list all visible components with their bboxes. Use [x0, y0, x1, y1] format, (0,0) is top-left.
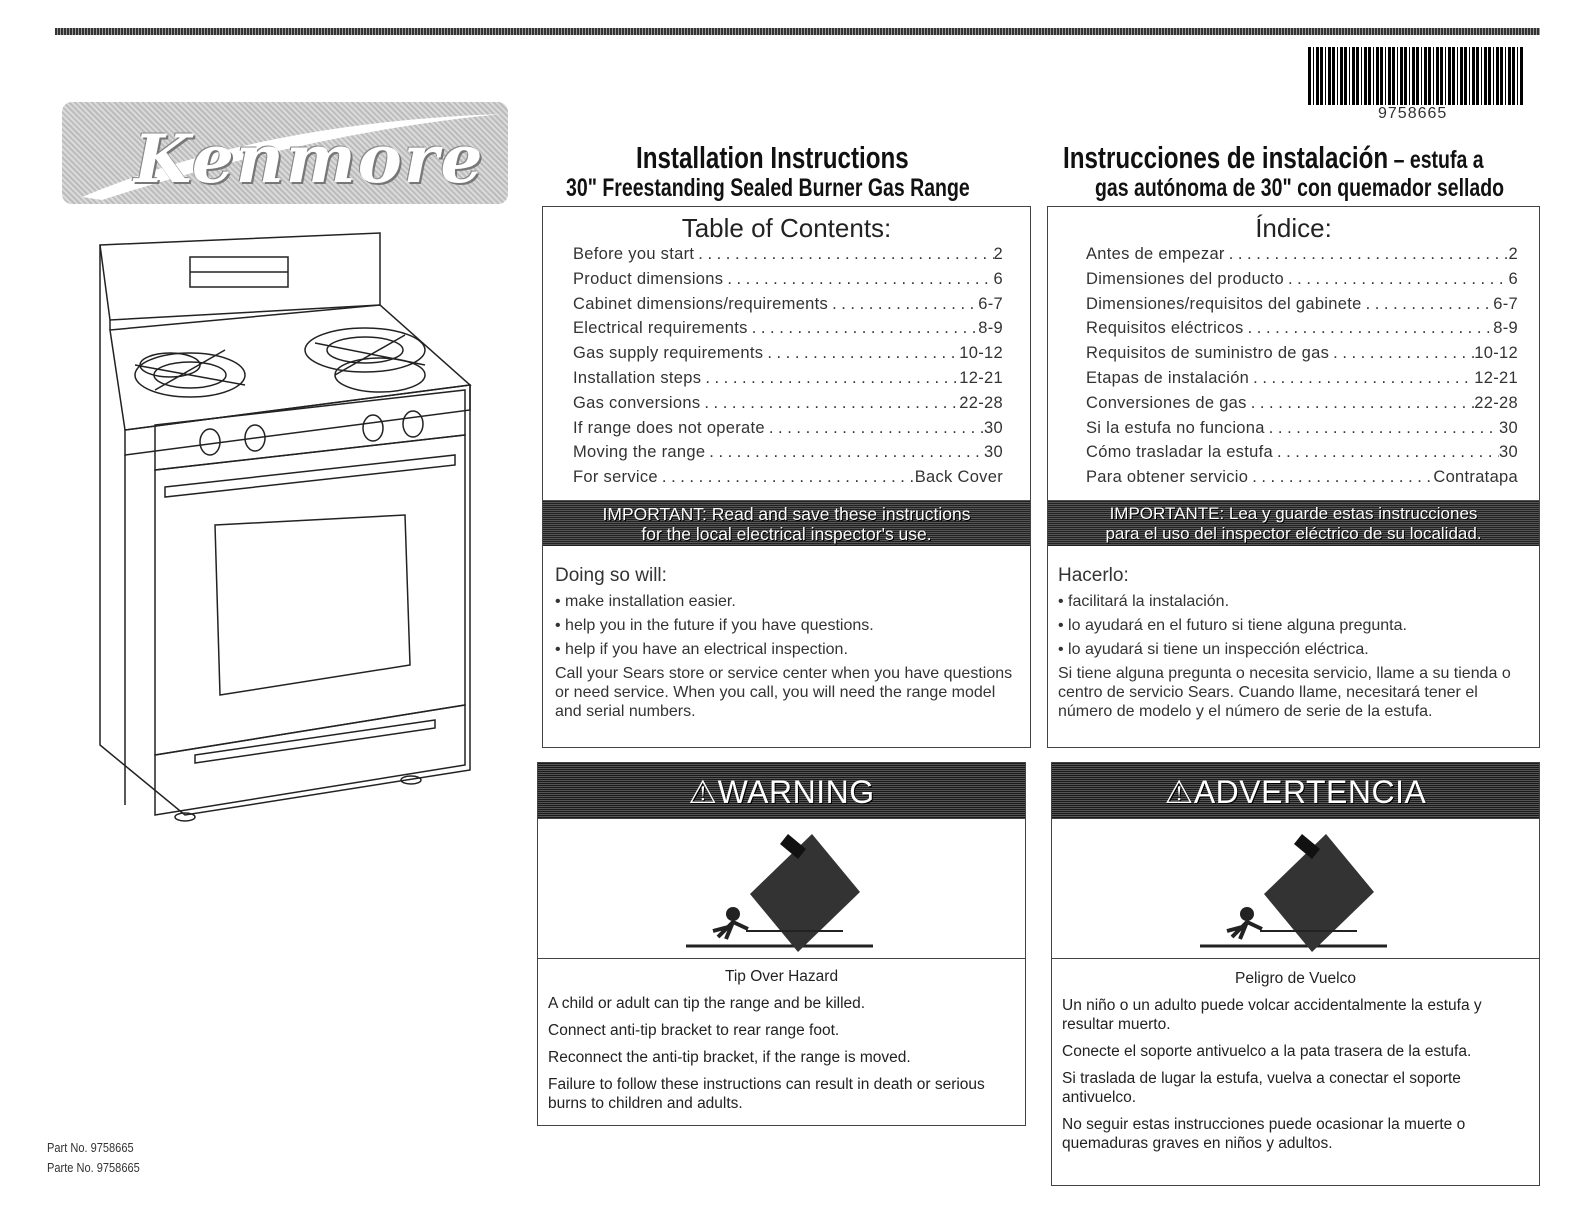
- tip-over-icon: [1052, 819, 1539, 959]
- spanish-warning-title: [1052, 773, 1539, 811]
- toc-page: 8-9: [1493, 319, 1518, 338]
- english-warning-line: Failure to follow these instructions can result in death or serious burns to children and adults.: [548, 1076, 985, 1112]
- toc-page: 8-9: [978, 319, 1003, 338]
- toc-label: Dimensiones del producto: [1086, 269, 1284, 288]
- toc-leader-dots: [700, 394, 959, 413]
- toc-label: Requisitos eléctricos: [1086, 319, 1244, 338]
- english-title: Installation Instructions: [636, 140, 909, 175]
- toc-leader-dots: [1329, 344, 1474, 363]
- english-important-line1: IMPORTANT: Read and save these instructions: [602, 504, 971, 524]
- toc-page: 30: [1499, 443, 1518, 462]
- toc-label: Moving the range: [573, 443, 706, 462]
- toc-label: Gas conversions: [573, 393, 701, 412]
- toc-label: For service: [573, 468, 658, 487]
- english-important-bar: [543, 500, 1030, 546]
- toc-label: Cabinet dimensions/requirements: [573, 294, 829, 313]
- toc-label: Conversiones de gas: [1086, 393, 1247, 412]
- english-important-line2: for the local electrical inspector's use.: [641, 524, 932, 544]
- english-toc-heading: Table of Contents:: [681, 213, 892, 243]
- toc-label: Etapas de instalación: [1086, 369, 1250, 387]
- toc-label: Para obtener servicio: [1086, 468, 1249, 487]
- tip-over-icon: [538, 819, 1025, 959]
- toc-leader-dots: [1248, 468, 1433, 487]
- toc-label: Si la estufa no funciona: [1086, 418, 1265, 437]
- english-bullet: • help if you have an electrical inspection.: [555, 641, 848, 658]
- toc-row: [573, 295, 1003, 314]
- spanish-subtitle: gas autónoma de 30" con quemador sellado: [1095, 174, 1505, 202]
- english-tip-over-illustration: [538, 819, 1025, 959]
- toc-row: [1086, 394, 1518, 413]
- english-warning-line: Connect anti-tip bracket to rear range foot.: [548, 1022, 840, 1039]
- toc-label: Before you start: [573, 245, 695, 263]
- toc-leader-dots: [1249, 369, 1474, 388]
- toc-leader-dots: [723, 270, 993, 289]
- toc-label: Dimensiones/requisitos del gabinete: [1086, 294, 1362, 313]
- toc-label: Electrical requirements: [573, 319, 748, 338]
- toc-label: If range does not operate: [573, 418, 765, 437]
- toc-label: Requisitos de suministro de gas: [1086, 344, 1330, 363]
- english-warning-label: WARNING: [717, 774, 875, 810]
- spanish-warning-label: ADVERTENCIA: [1193, 774, 1427, 810]
- spanish-body: [1058, 565, 1528, 721]
- spanish-toc-heading: Índice:: [1255, 213, 1332, 243]
- spanish-title: [1063, 140, 1484, 176]
- toc-page: 12-21: [959, 369, 1003, 387]
- toc-row: [1086, 295, 1518, 314]
- spanish-warning-header: [1052, 763, 1539, 819]
- toc-label: Cómo trasladar la estufa: [1086, 443, 1273, 462]
- toc-page: 10-12: [959, 344, 1003, 363]
- toc-row: [1086, 419, 1518, 438]
- barcode-number: 9758665: [1378, 105, 1448, 122]
- english-toc-box: [542, 206, 1031, 748]
- toc-page: 2: [993, 245, 1003, 263]
- english-warning-line: A child or adult can tip the range and be killed.: [548, 995, 866, 1012]
- part-number-es: Parte No. 9758665: [47, 1160, 140, 1175]
- barcode: [1308, 47, 1524, 105]
- top-rule: [55, 28, 1540, 35]
- spanish-toc-box: [1047, 206, 1540, 748]
- spanish-title-tail: – estufa a: [1388, 146, 1484, 174]
- toc-leader-dots: [1273, 443, 1499, 462]
- toc-page: 6: [1508, 269, 1518, 288]
- toc-row: [573, 344, 1003, 363]
- spanish-warning-line: Un niño o un adulto puede volcar accidentalmente la estufa y resultar muerto.: [1062, 997, 1482, 1033]
- toc-leader-dots: [1225, 245, 1509, 264]
- toc-leader-dots: [828, 295, 978, 314]
- toc-row: [1086, 369, 1518, 388]
- toc-leader-dots: [1284, 270, 1509, 289]
- toc-leader-dots: [694, 245, 993, 264]
- toc-leader-dots: [701, 369, 959, 388]
- toc-page: 2: [1508, 245, 1518, 263]
- toc-row: [573, 245, 1003, 264]
- english-warning-line: Reconnect the anti-tip bracket, if the range is moved.: [548, 1049, 911, 1066]
- toc-label: Gas supply requirements: [573, 344, 764, 363]
- english-subtitle: 30" Freestanding Sealed Burner Gas Range: [566, 174, 970, 202]
- toc-row: [573, 443, 1003, 462]
- toc-leader-dots: [748, 319, 979, 338]
- spanish-warning-body: [1062, 969, 1529, 1161]
- toc-leader-dots: [1265, 419, 1499, 438]
- spanish-call-text: Si tiene alguna pregunta o necesita servicio, llame a su tienda o centro de servicio Sears. Cuando llame, necesitará tener el número de modelo y el número de serie de la estufa.: [1058, 665, 1511, 720]
- toc-row: [1086, 319, 1518, 338]
- english-warning-title: [538, 773, 1025, 811]
- toc-page: 22-28: [1474, 393, 1518, 412]
- toc-row: [1086, 468, 1518, 487]
- spanish-warning-line: No seguir estas instrucciones puede ocasionar la muerte o quemaduras graves en niños y adultos.: [1062, 1116, 1466, 1152]
- toc-leader-dots: [1362, 295, 1494, 314]
- spanish-warning-box: [1051, 762, 1540, 1186]
- logo-text: Kenmore: [134, 120, 485, 198]
- toc-row: [1086, 344, 1518, 363]
- range-illustration: [95, 225, 485, 825]
- toc-page: 6-7: [978, 294, 1003, 313]
- toc-page: 6: [993, 269, 1003, 288]
- toc-leader-dots: [658, 468, 915, 487]
- english-bullet: • help you in the future if you have questions.: [555, 617, 874, 634]
- toc-row: [573, 369, 1003, 388]
- english-warning-body: [548, 967, 1015, 1121]
- english-warning-header: [538, 763, 1025, 819]
- toc-row: [1086, 443, 1518, 462]
- toc-page: 30: [1499, 418, 1518, 437]
- spanish-hazard-title: Peligro de Vuelco: [1235, 970, 1356, 987]
- toc-page: 10-12: [1474, 344, 1518, 363]
- toc-page: 22-28: [959, 393, 1003, 412]
- toc-label: Product dimensions: [573, 269, 724, 288]
- toc-row: [573, 468, 1003, 487]
- toc-leader-dots: [765, 419, 984, 438]
- spanish-important-line2: para el uso del inspector eléctrico de su localidad.: [1105, 524, 1482, 543]
- spanish-warning-line: Si traslada de lugar la estufa, vuelva a conectar el soporte antivuelco.: [1062, 1070, 1461, 1106]
- toc-row: [573, 394, 1003, 413]
- toc-leader-dots: [1244, 319, 1494, 338]
- spanish-doing-so: Hacerlo:: [1058, 565, 1129, 586]
- spanish-title-main: Instrucciones de instalación: [1063, 140, 1389, 175]
- spanish-important-bar: [1048, 500, 1539, 546]
- toc-page: Contratapa: [1433, 468, 1518, 487]
- toc-row: [1086, 270, 1518, 289]
- spanish-important-line1: IMPORTANTE: Lea y guarde estas instrucciones: [1109, 504, 1478, 523]
- english-warning-box: [537, 762, 1026, 1126]
- toc-row: [573, 319, 1003, 338]
- spanish-bullet: • lo ayudará si tiene un inspección eléctrica.: [1058, 641, 1369, 658]
- kenmore-logo: [62, 102, 508, 204]
- toc-page: 30: [984, 418, 1003, 437]
- toc-leader-dots: [705, 443, 984, 462]
- toc-label: Installation steps: [573, 369, 702, 387]
- toc-row: [1086, 245, 1518, 264]
- toc-page: Back Cover: [914, 468, 1003, 487]
- warning-triangle-icon: ⚠: [688, 774, 718, 810]
- toc-page: 12-21: [1474, 369, 1518, 387]
- spanish-warning-line: Conecte el soporte antivuelco a la pata trasera de la estufa.: [1062, 1043, 1472, 1060]
- english-bullet: • make installation easier.: [555, 593, 736, 610]
- spanish-tip-over-illustration: [1052, 819, 1539, 959]
- toc-label: Antes de empezar: [1086, 245, 1225, 263]
- spanish-bullet: • lo ayudará en el futuro si tiene alguna pregunta.: [1058, 617, 1407, 634]
- english-hazard-title: Tip Over Hazard: [724, 968, 839, 985]
- warning-triangle-icon: ⚠: [1164, 774, 1194, 810]
- toc-leader-dots: [1247, 394, 1475, 413]
- toc-page: 6-7: [1493, 294, 1518, 313]
- toc-page: 30: [984, 443, 1003, 462]
- part-number-en: Part No. 9758665: [47, 1140, 134, 1155]
- toc-row: [573, 419, 1003, 438]
- english-call-text: Call your Sears store or service center when you have questions or need service. When you call, you will need the range model and serial numbers.: [555, 665, 1013, 720]
- english-doing-so: Doing so will:: [555, 565, 667, 586]
- toc-leader-dots: [763, 344, 959, 363]
- toc-row: [573, 270, 1003, 289]
- spanish-bullet: • facilitará la instalación.: [1058, 593, 1230, 610]
- english-body: [555, 565, 1025, 721]
